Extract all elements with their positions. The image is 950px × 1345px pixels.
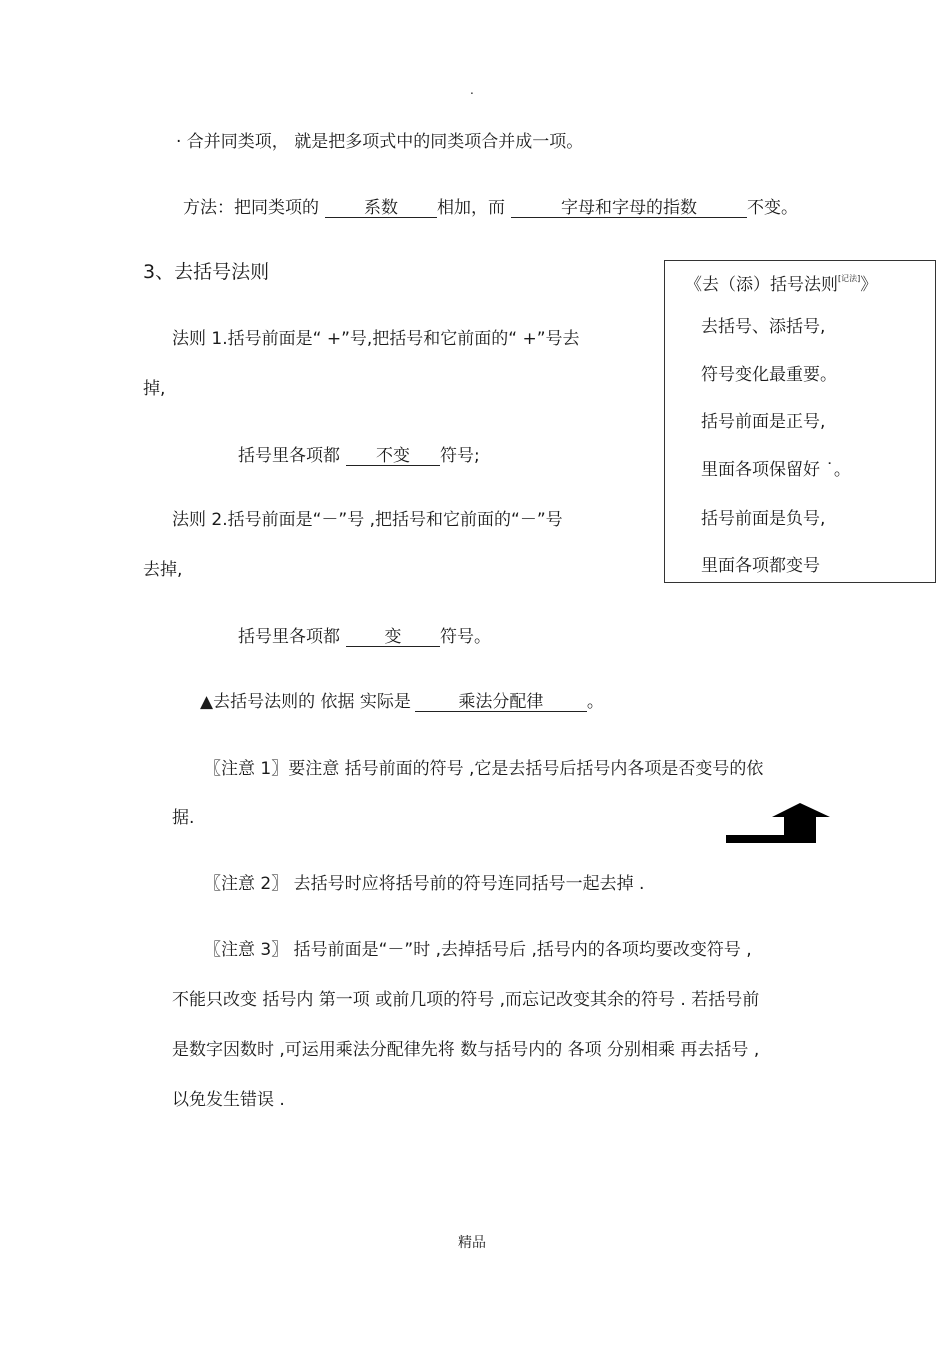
method-blank-letters: 字母和字母的指数 — [511, 199, 747, 218]
rule2-sub — [238, 627, 491, 647]
method-suffix: 不变。 — [747, 198, 798, 218]
rule2-sub-prefix: 括号里各项都 — [238, 627, 340, 647]
mnemonic-title — [685, 269, 877, 295]
basis-prefix: ▲去括号法则的 依据 实际是 — [200, 692, 411, 712]
rule2-blank: 变 — [346, 628, 440, 647]
mnemonic-line-5: 括号前面是负号, — [701, 509, 826, 529]
rule1-cont: 掉, — [143, 379, 166, 399]
basis-suffix: 。 — [586, 692, 604, 712]
rule1-text: 法则 1.括号前面是“ +”号,把括号和它前面的“ +”号去 — [172, 329, 580, 349]
note1-text: 〖注意 1〗要注意 括号前面的符号 ,它是去括号后括号内各项是否变号的依 — [204, 759, 764, 779]
turn-up-arrow-icon — [726, 803, 832, 845]
method-line — [183, 198, 798, 218]
note3-line4: 以免发生错误 . — [172, 1090, 285, 1110]
rule2-text: 法则 2.括号前面是“－”号 ,把括号和它前面的“－”号 — [172, 510, 563, 530]
mnemonic-line-1: 去括号、添括号, — [701, 317, 826, 337]
section-title: 3、去括号法则 — [143, 261, 270, 283]
merge-definition: · 合并同类项， 就是把多项式中的同类项合并成一项。 — [176, 132, 584, 152]
rule1-sub — [238, 446, 480, 466]
rule1-sub-suffix: 符号; — [440, 446, 480, 466]
method-prefix: 方法：把同类项的 — [183, 198, 319, 218]
note2-text: 〖注意 2〗 去括号时应将括号前的符号连同括号一起去掉 . — [204, 874, 645, 894]
mnemonic-title-sup: [记法] — [838, 274, 861, 283]
basis-line — [200, 692, 604, 712]
mnemonic-box — [664, 260, 936, 583]
mnemonic-title-post: 》 — [860, 275, 878, 295]
method-middle: 相加，而 — [437, 198, 505, 218]
note3-line1: 〖注意 3〗 括号前面是“－”时 ,去掉括号后 ,括号内的各项均要改变符号 , — [204, 940, 752, 960]
mnemonic-title-pre: 《去（添）括号法则 — [685, 275, 838, 295]
rule1-blank: 不变 — [346, 447, 440, 466]
mnemonic-line-6: 里面各项都变号 — [701, 556, 820, 576]
header-dot: . — [470, 83, 474, 97]
basis-blank: 乘法分配律 — [415, 693, 587, 712]
note1-cont: 据. — [172, 808, 195, 828]
rule1-sub-prefix: 括号里各项都 — [238, 446, 340, 466]
rule2-sub-suffix: 符号。 — [440, 627, 491, 647]
note3-line3: 是数字因数时 ,可运用乘法分配律先将 数与括号内的 各项 分别相乘 再去括号 , — [172, 1040, 760, 1060]
mnemonic-line-2: 符号变化最重要。 — [701, 365, 837, 385]
note3-line2: 不能只改变 括号内 第一项 或前几项的符号 ,而忘记改变其余的符号 . 若括号前 — [172, 990, 760, 1010]
mnemonic-line-4: 里面各项保留好 ˙。 — [701, 460, 851, 480]
rule2-cont: 去掉, — [143, 560, 183, 580]
mnemonic-line-3: 括号前面是正号, — [701, 412, 826, 432]
page-footer: 精品 — [458, 1235, 486, 1251]
method-blank-coefficient: 系数 — [325, 199, 437, 218]
